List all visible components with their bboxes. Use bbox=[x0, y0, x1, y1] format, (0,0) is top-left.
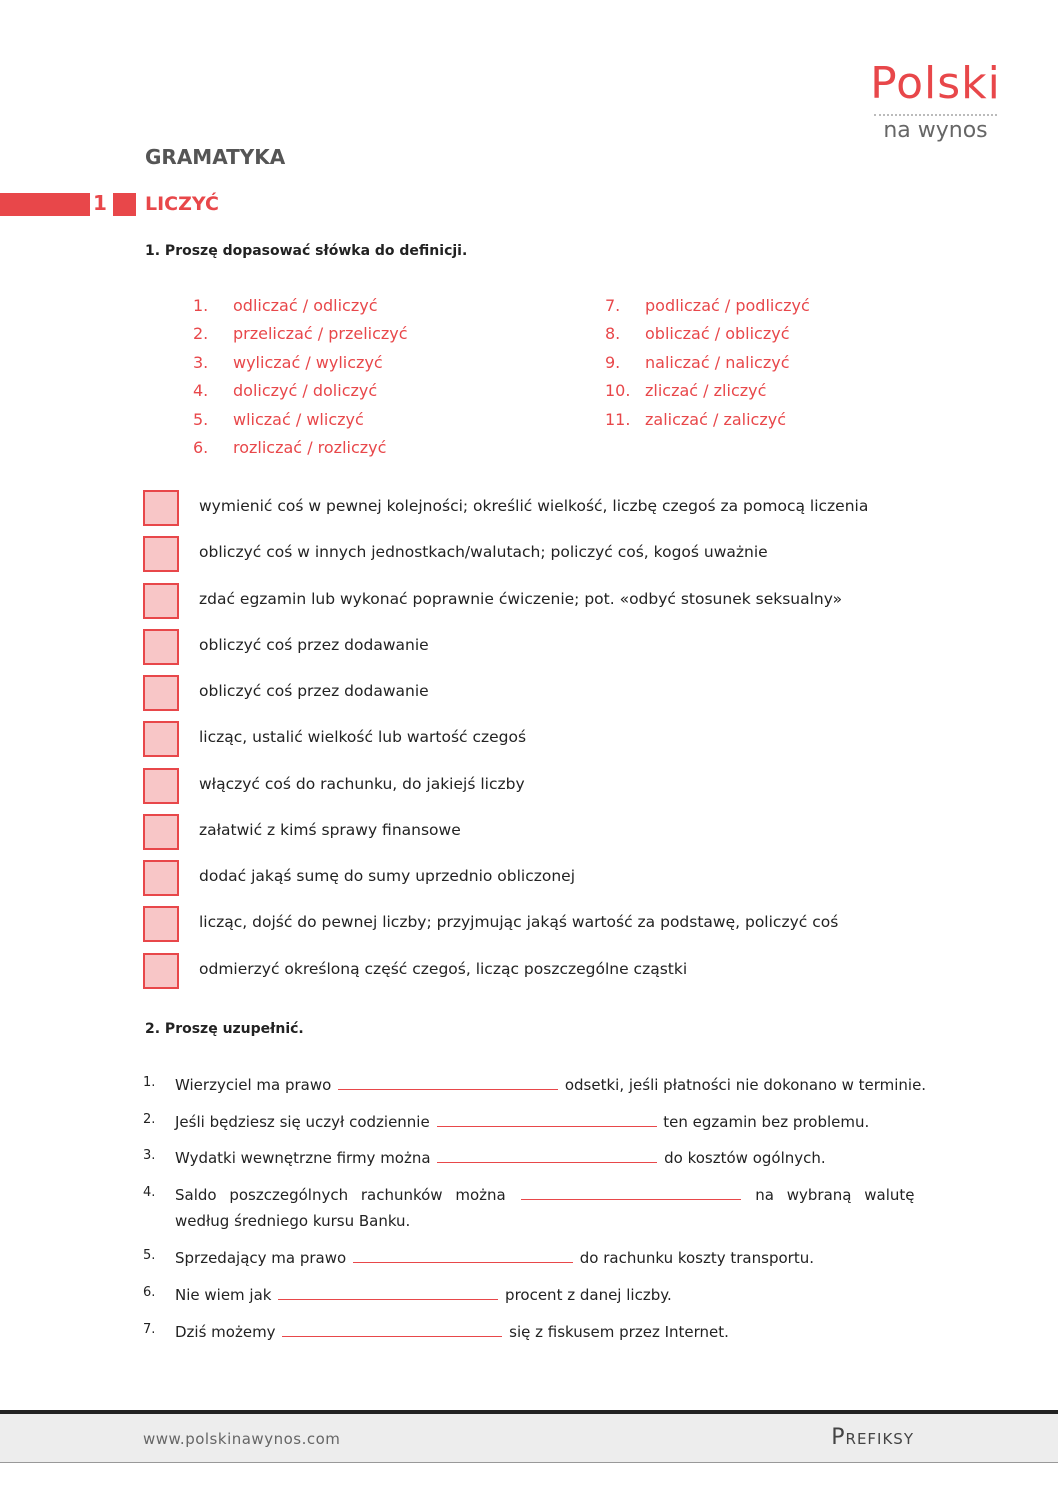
sentence-text bbox=[175, 1148, 826, 1167]
word-text: obliczać / obliczyć bbox=[645, 324, 790, 343]
blank-field[interactable] bbox=[338, 1075, 558, 1090]
definition-row bbox=[143, 675, 903, 711]
sentence-before: Nie wiem jak bbox=[175, 1286, 272, 1304]
task1-title: 1. Proszę dopasować słówka do definicji. bbox=[145, 243, 468, 259]
sentence-text bbox=[175, 1322, 729, 1341]
definition-text: obliczyć coś przez dodawanie bbox=[199, 682, 429, 700]
page-heading: GRAMATYKA bbox=[145, 145, 286, 169]
answer-box[interactable] bbox=[143, 860, 179, 896]
blank-field[interactable] bbox=[278, 1285, 498, 1300]
sentence-after: do kosztów ogólnych. bbox=[664, 1149, 826, 1167]
task2-title: 2. Proszę uzupełnić. bbox=[145, 1021, 304, 1037]
sentence-before: Wierzyciel ma prawo bbox=[175, 1076, 332, 1094]
definition-text: odmierzyć określoną część czegoś, licząc poszczególne cząstki bbox=[199, 960, 688, 978]
blank-field[interactable] bbox=[437, 1112, 657, 1127]
definition-text: obliczyć coś w innych jednostkach/walutach; policzyć coś, kogoś uważnie bbox=[199, 543, 768, 561]
word-num: 10. bbox=[605, 381, 631, 400]
blank-field[interactable] bbox=[437, 1148, 657, 1163]
section-title: LICZYĆ bbox=[145, 193, 219, 215]
word-text: zliczać / zliczyć bbox=[645, 381, 767, 400]
sentence-num: 6. bbox=[143, 1285, 156, 1300]
logo-main: Polski bbox=[870, 58, 1001, 109]
word-text: wliczać / wliczyć bbox=[233, 410, 364, 429]
logo-sub: na wynos bbox=[883, 118, 988, 143]
definition-text: obliczyć coś przez dodawanie bbox=[199, 636, 429, 654]
sentence-before: Wydatki wewnętrzne firmy można bbox=[175, 1149, 431, 1167]
sentence-before: Dziś możemy bbox=[175, 1323, 276, 1341]
section-number: 1 bbox=[93, 191, 107, 215]
definition-row bbox=[143, 814, 903, 850]
answer-box[interactable] bbox=[143, 629, 179, 665]
definition-text: załatwić z kimś sprawy finansowe bbox=[199, 821, 461, 839]
sentence-after: na wybraną walutę bbox=[755, 1186, 915, 1204]
sentence-num: 5. bbox=[143, 1248, 156, 1263]
answer-box[interactable] bbox=[143, 675, 179, 711]
definition-row bbox=[143, 768, 903, 804]
sentence-after: ten egzamin bez problemu. bbox=[663, 1113, 870, 1131]
answer-box[interactable] bbox=[143, 536, 179, 572]
sentence-text bbox=[175, 1075, 926, 1094]
word-num: 3. bbox=[193, 353, 209, 372]
word-num: 7. bbox=[605, 296, 621, 315]
word-text: doliczyć / doliczyć bbox=[233, 381, 378, 400]
sentence-text bbox=[175, 1248, 814, 1267]
word-num: 4. bbox=[193, 381, 209, 400]
sentence-num: 1. bbox=[143, 1075, 156, 1090]
sentence-before: Sprzedający ma prawo bbox=[175, 1249, 347, 1267]
word-num: 2. bbox=[193, 324, 209, 343]
definition-text: zdać egzamin lub wykonać poprawnie ćwiczenie; pot. «odbyć stosunek seksualny» bbox=[199, 590, 843, 608]
word-text: odliczać / odliczyć bbox=[233, 296, 378, 315]
word-text: rozliczać / rozliczyć bbox=[233, 438, 387, 457]
sentence-after: procent z danej liczby. bbox=[505, 1286, 672, 1304]
definition-text: wymienić coś w pewnej kolejności; określić wielkość, liczbę czegoś za pomocą liczenia bbox=[199, 497, 869, 515]
definition-row bbox=[143, 490, 903, 526]
definition-text: licząc, dojść do pewnej liczby; przyjmując jakąś wartość za podstawę, policzyć coś bbox=[199, 913, 839, 931]
sentence-line2: według średniego kursu Banku. bbox=[175, 1212, 411, 1230]
sentence-num: 2. bbox=[143, 1112, 156, 1127]
word-num: 11. bbox=[605, 410, 631, 429]
definition-row bbox=[143, 583, 903, 619]
sentence-num: 4. bbox=[143, 1185, 156, 1200]
word-text: naliczać / naliczyć bbox=[645, 353, 790, 372]
footer-label: Prefiksy bbox=[831, 1425, 914, 1450]
blank-field[interactable] bbox=[521, 1185, 741, 1200]
answer-box[interactable] bbox=[143, 953, 179, 989]
definition-row bbox=[143, 906, 903, 942]
answer-box[interactable] bbox=[143, 583, 179, 619]
word-text: wyliczać / wyliczyć bbox=[233, 353, 383, 372]
answer-box[interactable] bbox=[143, 490, 179, 526]
blank-field[interactable] bbox=[353, 1248, 573, 1263]
answer-box[interactable] bbox=[143, 768, 179, 804]
sentence-after: do rachunku koszty transportu. bbox=[579, 1249, 814, 1267]
definition-row bbox=[143, 536, 903, 572]
definition-row bbox=[143, 953, 903, 989]
sentence-text bbox=[175, 1112, 869, 1131]
definition-row bbox=[143, 721, 903, 757]
word-num: 1. bbox=[193, 296, 209, 315]
definition-row bbox=[143, 629, 903, 665]
word-text: przeliczać / przeliczyć bbox=[233, 324, 408, 343]
sentence-num: 3. bbox=[143, 1148, 156, 1163]
word-text: zaliczać / zaliczyć bbox=[645, 410, 787, 429]
word-text: podliczać / podliczyć bbox=[645, 296, 810, 315]
definition-text: licząc, ustalić wielkość lub wartość czegoś bbox=[199, 728, 527, 746]
sentence-num: 7. bbox=[143, 1322, 156, 1337]
footer-url[interactable]: www.polskinawynos.com bbox=[143, 1430, 341, 1448]
section-square bbox=[113, 193, 136, 216]
logo bbox=[868, 58, 1003, 146]
section-bar bbox=[0, 193, 90, 216]
sentence-text bbox=[175, 1285, 672, 1304]
word-num: 9. bbox=[605, 353, 621, 372]
word-num: 6. bbox=[193, 438, 209, 457]
definition-text: dodać jakąś sumę do sumy uprzednio obliczonej bbox=[199, 867, 576, 885]
sentence-after: odsetki, jeśli płatności nie dokonano w terminie. bbox=[564, 1076, 927, 1094]
word-num: 8. bbox=[605, 324, 621, 343]
answer-box[interactable] bbox=[143, 906, 179, 942]
sentence-text bbox=[175, 1185, 914, 1204]
definition-text: włączyć coś do rachunku, do jakiejś liczby bbox=[199, 775, 525, 793]
definition-row bbox=[143, 860, 903, 896]
answer-box[interactable] bbox=[143, 814, 179, 850]
blank-field[interactable] bbox=[282, 1322, 502, 1337]
sentence-before: Saldo poszczególnych rachunków można bbox=[175, 1186, 506, 1204]
word-num: 5. bbox=[193, 410, 209, 429]
sentence-before: Jeśli będziesz się uczył codziennie bbox=[175, 1113, 430, 1131]
sentence-after: się z fiskusem przez Internet. bbox=[509, 1323, 729, 1341]
answer-box[interactable] bbox=[143, 721, 179, 757]
